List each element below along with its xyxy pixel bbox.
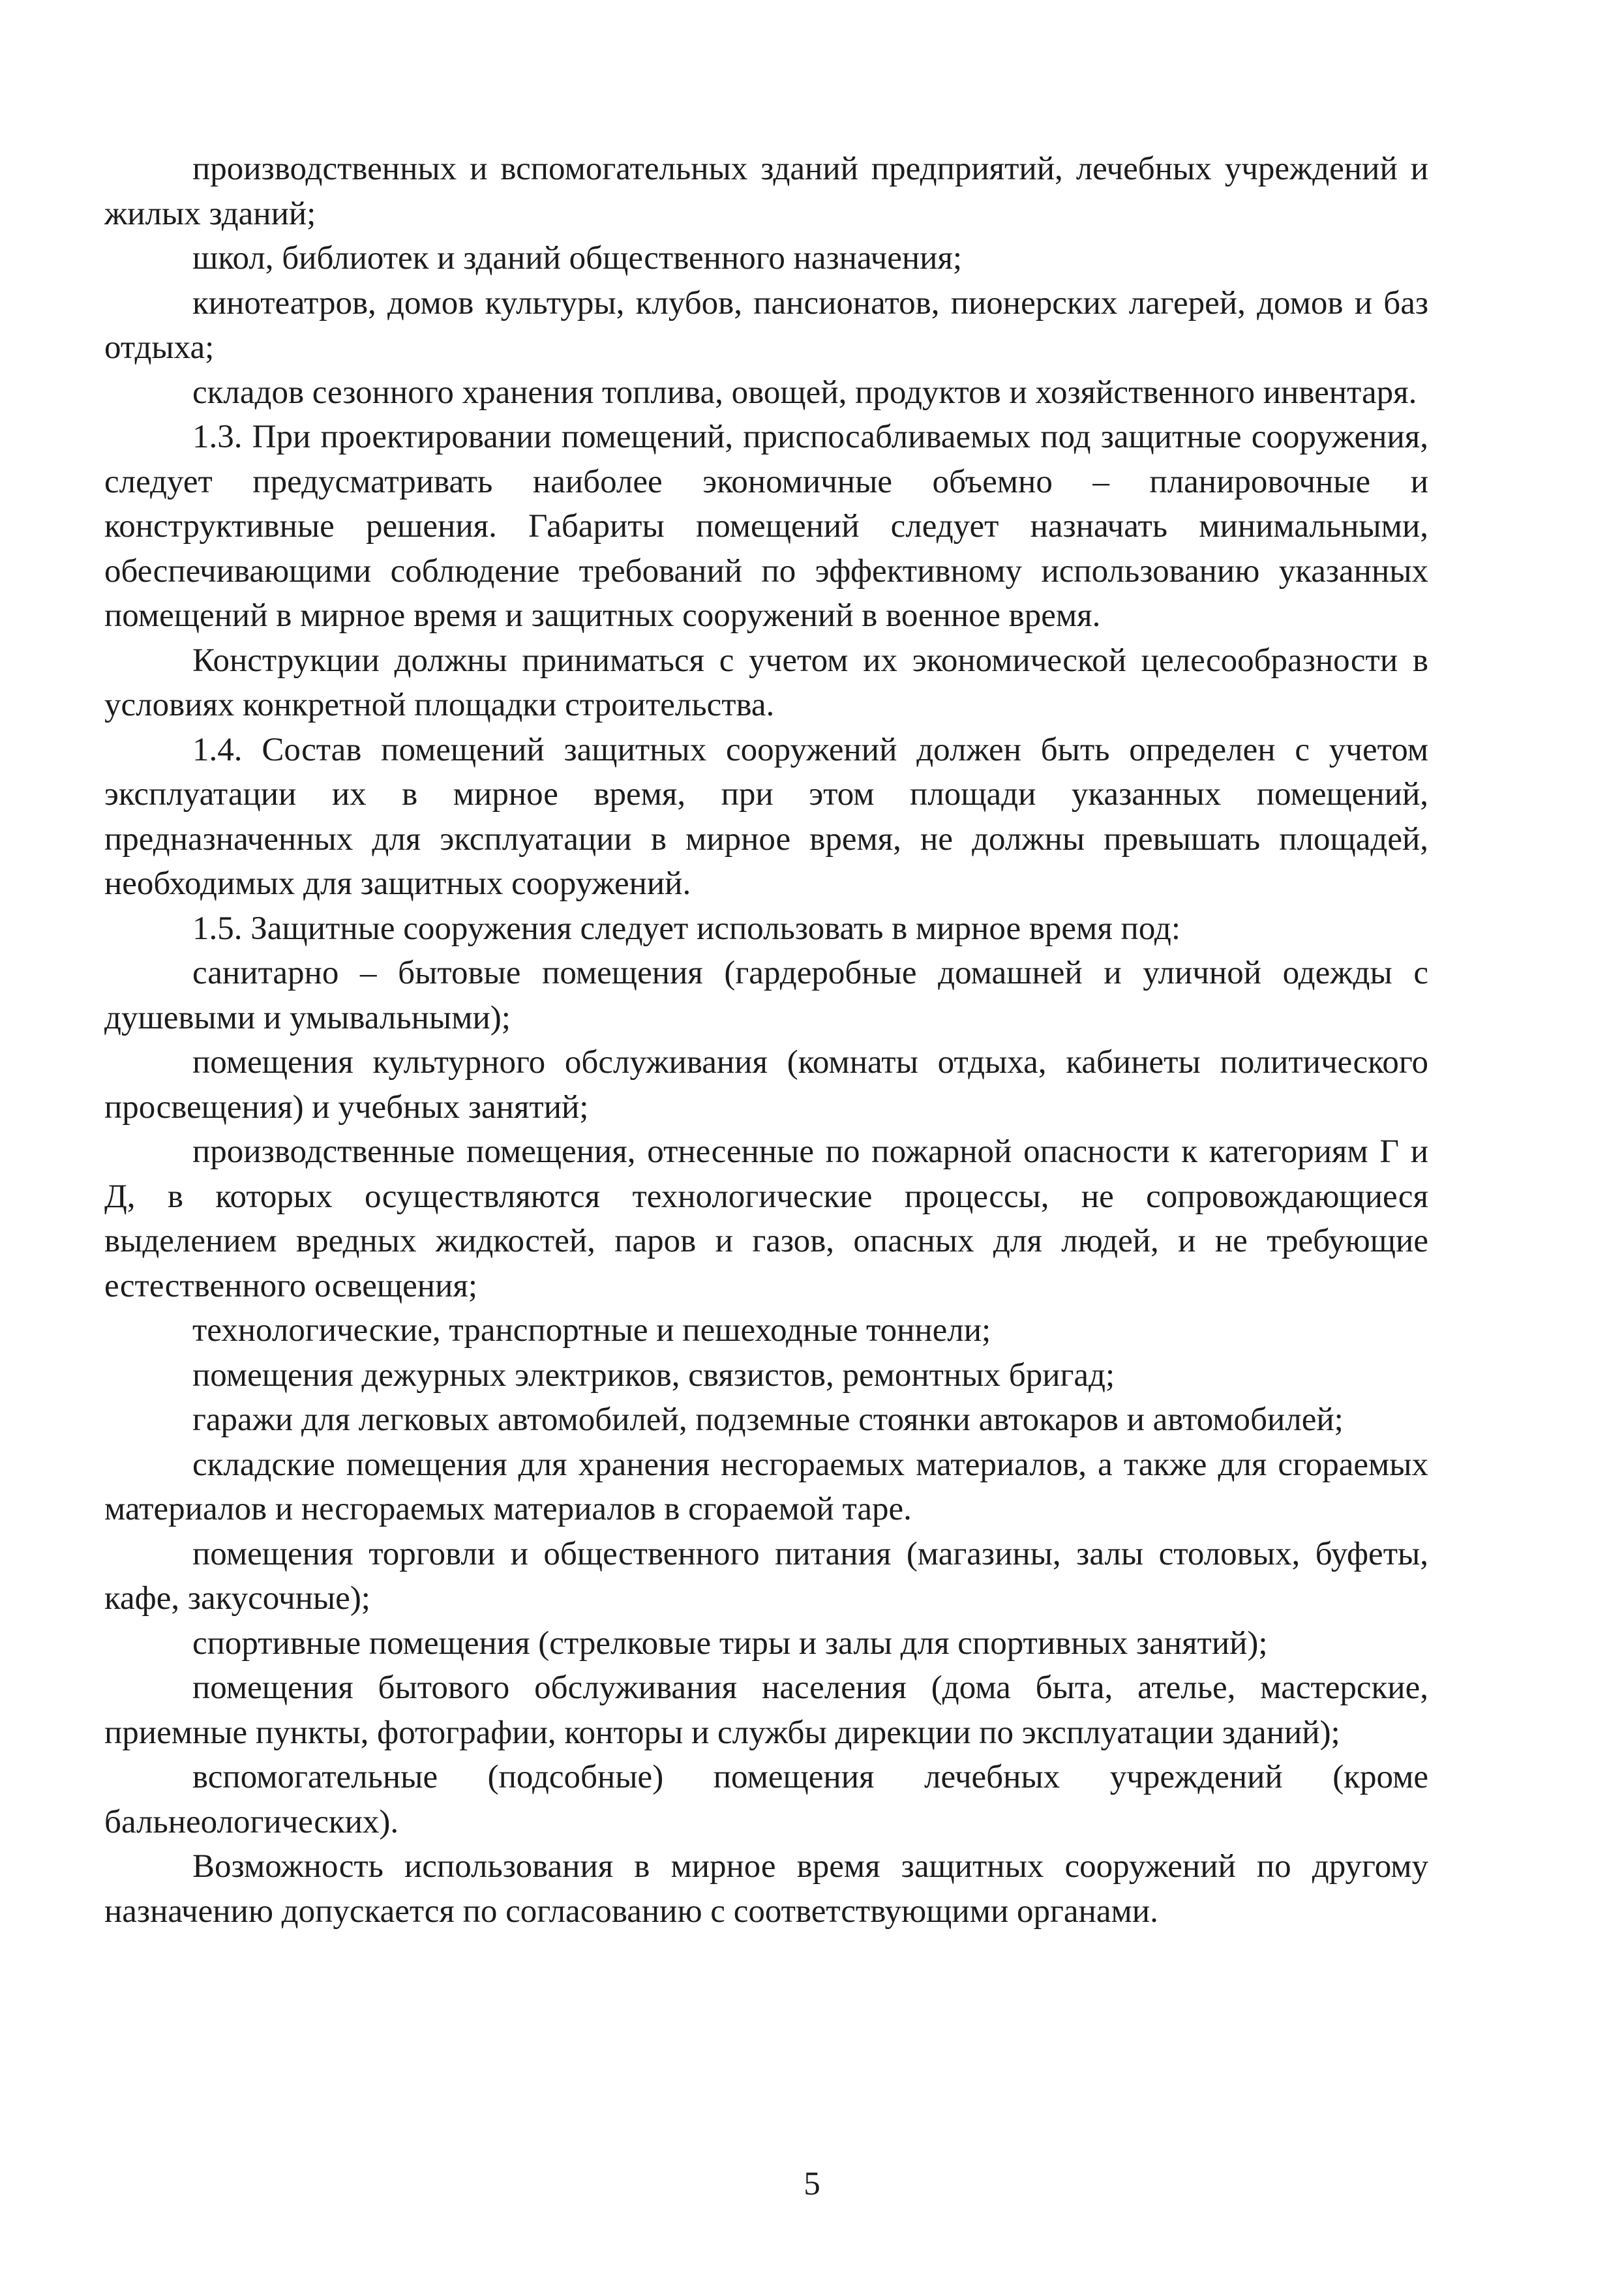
list-item-garages: гаражи для легковых автомобилей, подземные стоянки автокаров и автомобилей;: [192, 1401, 1344, 1438]
paragraph-3: кинотеатров, домов культуры, клубов, пансионатов, пионерских лагерей, домов и баз отдыха;: [104, 284, 1428, 366]
paragraph-other-use: Возможность использования в мирное время защитных сооружений по другому назначению допускается по согласованию с соответствующими органами.: [104, 1848, 1428, 1930]
list-item-storage: складские помещения для хранения несгораемых материалов, а также для сгораемых материалов и несгораемых материалов в сгораемой таре.: [104, 1446, 1428, 1527]
list-item-services: помещения бытового обслуживания населения (дома быта, ателье, мастерские, приемные пункты, фотографии, конторы и службы дирекции по эксплуатации зданий);: [104, 1670, 1428, 1751]
paragraph-1-5: 1.5. Защитные сооружения следует использовать в мирное время под:: [192, 910, 1180, 947]
list-item-trade: помещения торговли и общественного питания (магазины, залы столовых, буфеты, кафе, закусочные);: [104, 1535, 1428, 1617]
document-body: [104, 147, 1428, 1934]
list-item-production: производственные помещения, отнесенные по пожарной опасности к категориям Г и Д, в которых осуществляются технологические процессы, не сопровождающиеся выделением вредных жидкостей, паров и газов, опасных для людей, и не требующие естественного освещения;: [104, 1133, 1428, 1304]
paragraph-4: складов сезонного хранения топлива, овощей, продуктов и хозяйственного инвентаря.: [192, 374, 1417, 411]
paragraph-constructions: Конструкции должны приниматься с учетом их экономической целесообразности в условиях конкретной площадки строительства.: [104, 642, 1428, 723]
list-item-duty-rooms: помещения дежурных электриков, связистов, ремонтных бригад;: [192, 1356, 1115, 1394]
list-item-tunnels: технологические, транспортные и пешеходные тоннели;: [192, 1312, 991, 1349]
paragraph-2: школ, библиотек и зданий общественного назначения;: [192, 240, 963, 277]
list-item-sports: спортивные помещения (стрелковые тиры и залы для спортивных занятий);: [192, 1625, 1268, 1662]
list-item-medical: вспомогательные (подсобные) помещения лечебных учреждений (кроме бальнеологических).: [104, 1759, 1428, 1840]
paragraph-1-3: 1.3. При проектировании помещений, приспосабливаемых под защитные сооружения, следует предусматривать наиболее экономичные объемно – планировочные и конструктивные решения. Габариты помещений следует назначать минимальными, обеспечивающими соблюдение требований по эффективному использованию указанных помещений в мирное время и защитных сооружений в военное время.: [104, 419, 1428, 634]
paragraph-1-4: 1.4. Состав помещений защитных сооружений должен быть определен с учетом эксплуатации их в мирное время, при этом площади указанных помещений, предназначенных для эксплуатации в мирное время, не должны превышать площадей, необходимых для защитных сооружений.: [104, 731, 1428, 902]
paragraph-1: производственных и вспомогательных зданий предприятий, лечебных учреждений и жилых зданий;: [104, 151, 1428, 232]
list-item-sanitary: санитарно – бытовые помещения (гардеробные домашней и уличной одежды с душевыми и умывальными);: [104, 955, 1428, 1036]
list-item-cultural: помещения культурного обслуживания (комнаты отдыха, кабинеты политического просвещения) и учебных занятий;: [104, 1044, 1428, 1126]
page-number: 5: [804, 2166, 820, 2202]
